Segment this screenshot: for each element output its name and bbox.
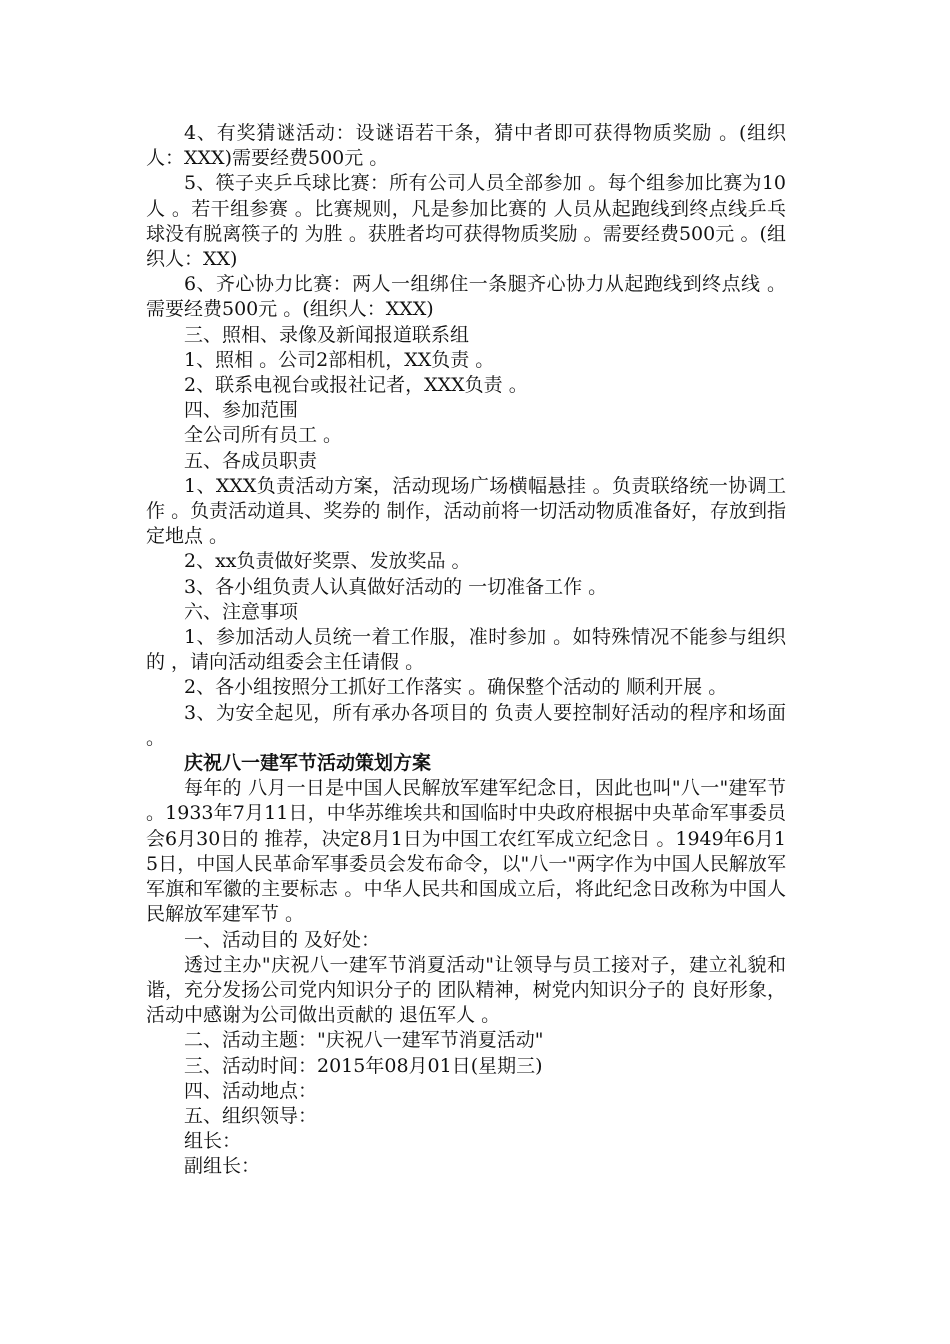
paragraph-media-contact: 2、联系电视台或报社记者，XXX负责 。 [184,374,528,397]
paragraph-chopsticks-pingpong: 5、筷子夹乒乓球比赛：所有公司人员全部参加 。每个组参加比赛为10人 。若干组参赛 。比赛规则，凡是参加比赛的 人员从起跑线到终点线乒乓球没有脱离筷子的 为胜 。获胜者均可获得物质奖励 。需要经费500元 。(组织人：XX) [146,172,786,271]
section-heading-theme: 二、活动主题："庆祝八一建军节消夏活动" [184,1029,544,1052]
paragraph-note-3: 3、为安全起见，所有承办各项目的 负责人要控制好活动的程序和场面 。 [146,701,786,749]
section-heading-purpose: 一、活动目的 及好处： [184,928,381,951]
section-heading-photo-video: 三、照相、录像及新闻报道联系组 [184,323,470,346]
paragraph-three-legged-race: 6、齐心协力比赛：两人一组绑住一条腿齐心协力从起跑线到终点线 。需要经费500元 。(组织人：XXX) [146,273,786,321]
paragraph-purpose: 透过主办"庆祝八一建军节消夏活动"让领导与员工接对子，建立礼貌和谐，充分发扬公司党内知识分子的 团队精神，树党内知识分子的 良好形象，活动中感谢为公司做出贡献的 退伍军人 。 [146,953,786,1027]
paragraph-duty-1: 1、XXX负责活动方案，活动现场广场横幅悬挂 。负责联络统一协调工作 。负责活动道具、奖券的 制作，活动前将一切活动物质准备好，存放到指定地点 。 [146,474,786,548]
section-heading-notes: 六、注意事项 [184,600,299,623]
paragraph-note-2: 2、各小组按照分工抓好工作落实 。确保整个活动的 顺利开展 。 [184,676,728,699]
paragraph-riddle-activity: 4、有奖猜谜活动：设谜语若干条，猜中者即可获得物质奖励 。(组织人：XXX)需要经费500元 。 [146,122,786,170]
section-heading-leadership: 五、组织领导： [184,1104,318,1127]
paragraph-duty-2: 2、xx负责做好奖票、发放奖品 。 [184,550,471,573]
paragraph-duty-3: 3、各小组负责人认真做好活动的 一切准备工作 。 [184,575,608,598]
paragraph-deputy-leader: 副组长： [184,1155,261,1178]
paragraph-note-1: 1、参加活动人员统一着工作服，准时参加 。如特殊情况不能参与组织的 ，请向活动组委会主任请假 。 [146,626,786,674]
section-heading-location: 四、活动地点： [184,1079,318,1102]
paragraph-team-leader: 组长： [184,1130,242,1153]
paragraph-photo: 1、照相 。公司2部相机，XX负责 。 [184,348,495,371]
paragraph-scope: 全公司所有员工 。 [184,424,343,447]
paragraph-intro: 每年的 八月一日是中国人民解放军建军纪念日，因此也叫"八一"建军节 。1933年7月11日，中华苏维埃共和国临时中央政府根据中央革命军事委员会6月30日的 推荐，决定8月1日为中国工农红军成立纪念日 。1949年6月15日，中国人民革命军事委员会发布命令，以"八一"两字作为中国人民解放军军旗和军徽的主要标志 。中华人民共和国成立后，将此纪念日改称为中国人民解放军建军节 。 [146,777,786,926]
document-page [146,121,786,1180]
section-heading-time: 三、活动时间：2015年08月01日(星期三) [184,1054,543,1077]
section-heading-duties: 五、各成员职责 [184,449,318,472]
document-title: 庆祝八一建军节活动策划方案 [184,752,432,775]
section-heading-scope: 四、参加范围 [184,399,299,422]
